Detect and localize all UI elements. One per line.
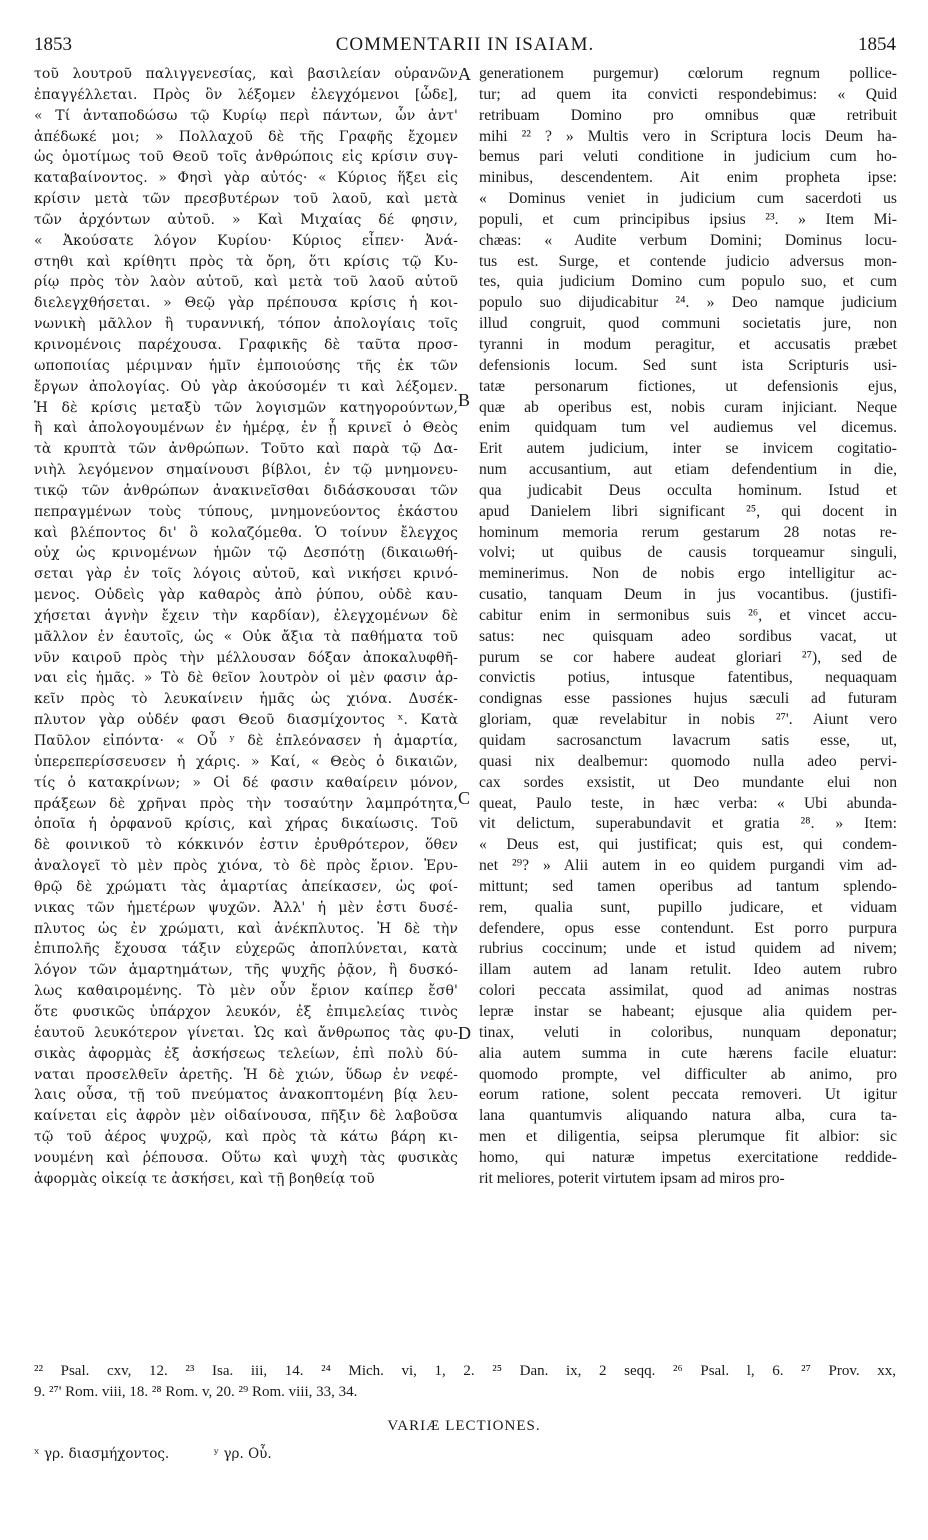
greek-text-line: νῦν καιροῦ πρὸς τὴν μέλλουσαν δόξαν ἀποκαλυφθῆ- [34, 649, 458, 666]
latin-text-line: populo suo dijudicabitur ²⁴. » Deo namque judicium [479, 294, 897, 312]
page-number-right: 1854 [858, 34, 896, 55]
footnote-line: ²² Psal. cxv, 12. ²³ Isa. iii, 14. ²⁴ Mich. vi, 1, 2. ²⁵ Dan. ix, 2 seqq. ²⁶ Psal. l, 6. ²⁷ Prov. xx, [34, 1363, 896, 1379]
latin-text-line: enim quidquam tum vel audiemus vel dicemus. [479, 419, 897, 437]
latin-text-line: illam autem ad lanam retulit. Ideo autem rubro [479, 961, 897, 979]
greek-text-line: ὅτε φυσικῶς ὑπάρχον λευκόν, ἐξ ἐπιμελείας τινὸς [34, 1003, 458, 1020]
greek-text-line: τῶν ἀρχόντων αὐτοῦ. » Καὶ Μιχαίας δέ φησιν, [34, 211, 458, 228]
latin-text-line: condignas esse passiones hujus sæculi ad futuram [479, 690, 897, 708]
latin-text-line: homo, qui naturæ impetus exercitatione reddide- [479, 1148, 897, 1166]
margin-mark-b: B [458, 390, 471, 410]
greek-text-line: ὡς ὁμοτίμως τοῦ Θεοῦ τοῖς ἀνθρώποις εἰς κρίσιν συγ- [34, 149, 458, 166]
latin-text-line: quasi nix dealbemur: quomodo nulla adeo pervi- [479, 752, 897, 770]
greek-text-line: μᾶλλον ἐν ἑαυτοῖς, ὡς « Οὐκ ἄξια τὰ παθήματα τοῦ [34, 628, 458, 645]
greek-text-line: τίς ὁ κατακρίνων; » Οἱ δέ φασιν καθαίρειν μόνον, [34, 774, 458, 791]
greek-text-line: τικῷ τῶν ἀνθρώπων ἀνακινεῖσθαι διδάσκουσαι τῶν [34, 482, 458, 499]
greek-text-line: ἑαυτοῦ λευκότερον γίνεται. Ὡς καὶ ἄνθρωπος τὰς φυ- [34, 1024, 458, 1041]
latin-text-line: quomodo prompte, vel difficulter ab animo, pro [479, 1065, 897, 1083]
latin-text-line: men et diligentia, seipsa plerumque fit albior: sic [479, 1128, 897, 1146]
greek-text-line: ρίῳ πρὸς τὸν λαὸν αὐτοῦ, καὶ μετὰ τοῦ λαοῦ αὐτοῦ [34, 274, 458, 291]
greek-text-line: λαις οὖσα, τῇ τοῦ πνεύματος ἀνακοπτομένη βίᾳ λευ- [34, 1087, 458, 1104]
latin-text-line: tinax, veluti in coloribus, nunquam deponatur; [479, 1023, 897, 1041]
latin-text-line: convictis potius, intusque fatentibus, nequaquam [479, 669, 897, 687]
latin-text-line: rit meliores, poterit virtutem ipsam ad miros pro- [479, 1169, 785, 1187]
margin-mark-c: C [458, 788, 471, 808]
page-header [34, 34, 896, 60]
latin-text-line: chæas: « Audite verbum Domini; Dominus locu- [479, 231, 897, 249]
greek-text-line: πλυτος ὡς ἐν χρώματι, καὶ ἀνέκπλυτος. Ἡ δὲ τὴν [34, 920, 458, 937]
greek-text-line: ἀπέδωκέ μοι; » Πολλαχοῦ δὲ τῆς Γραφῆς ἔχομεν [34, 128, 458, 145]
running-title: COMMENTARII IN ISAIAM. [335, 34, 595, 55]
greek-text-line: τοῦ λουτροῦ παλιγγενεσίας, καὶ βασιλείαν οὐρανῶν [34, 66, 458, 82]
greek-text-line: οὐχ ὡς κρινομένων ἡμῶν τῷ Δεσπότῃ (δικαιωθή- [34, 545, 458, 562]
latin-text-line: lepræ instar se habeant; ejusque alia quidem per- [479, 1002, 897, 1020]
latin-text-line: mittunt; sed tamen operibus ad tantum splendo- [479, 877, 897, 895]
latin-text-line: satus: nec quisquam adeo sordibus vacat, ut [479, 627, 897, 645]
greek-text-line: λόγον τῶν ἁμαρτημάτων, τῆς ψυχῆς ῥᾷον, ἢ δυσκό- [34, 962, 458, 979]
greek-text-line: τὰ κρυπτὰ τῶν ἀνθρώπων. Τοῦτο καὶ παρὰ τῷ Δα- [34, 441, 458, 458]
latin-text-line: tatæ personarum fictiones, ut defensionis ejus, [479, 377, 897, 395]
greek-text-line: στηθι καὶ κρίθητι πρὸς τὰ ὄρη, ὅτι κρίσις τῷ Κυ- [34, 253, 458, 270]
page-number-left: 1853 [34, 34, 72, 55]
latin-text-line: meminerimus. Non de nobis ergo intelligitur ac- [479, 565, 897, 583]
greek-text-line: νιὴλ λεγόμενον σημαίνουσι βίβλοι, ἐν τῷ μνημονευ- [34, 462, 458, 479]
greek-text-line: σεται γὰρ ἐν τοῖς λόγοις αὐτοῦ, καὶ νικήσει κρινό- [34, 566, 458, 583]
latin-text-line: hominum memoria rerum gestarum 28 notas re- [479, 523, 897, 541]
greek-text-line: ἐπαγγέλλεται. Πρὸς ὃν λέξομεν ἐλεγχόμενοι [ὧδε], [34, 86, 458, 103]
margin-mark-a: A [458, 64, 471, 84]
greek-text-line: κεῖν πρὸς τὸ λευκαίνειν ἡμᾶς ὡς χιόνα. Δυσέκ- [34, 691, 458, 708]
latin-text-line: bemus pari veluti conditione in judicium cum ho- [479, 148, 897, 166]
greek-text-line: διελεγχθήσεται. » Θεῷ γὰρ πρέπουσα κρίσις ἡ κοι- [34, 295, 458, 312]
variant-note: ʸ γρ. Οὗ. [213, 1446, 272, 1462]
latin-text-line: rem, qualia sunt, pupillo judicare, et viduam [479, 898, 897, 916]
latin-text-line: retribuam Domino pro omnibus quæ retribuit [479, 106, 897, 124]
latin-text-line: eorum ratione, solent peccata removeri. Ut igitur [479, 1086, 897, 1104]
margin-mark-d: D [458, 1023, 471, 1043]
greek-text-line: νωνικὴ μᾶλλον ἢ τυραννική, τόπον ἀπολογίαις τοῖς [34, 316, 458, 333]
latin-text-line: mihi ²² ? » Multis vero in Scriptura locis Deum ha- [479, 127, 897, 145]
latin-text-line: vit delictum, superabundavit et gratia ²⁸. » Item: [479, 815, 897, 833]
greek-text-line: καίνεται εἰς ἀφρὸν μὲν οἰδαίνουσα, πῆξιν δὲ λαβοῦσα [34, 1108, 458, 1125]
greek-text-line: ναται προσελθεῖν ἀρετῆς. Ἡ δὲ χιών, ὕδωρ ἐν νεφέ- [34, 1066, 458, 1083]
latin-text-line: tus est. Surge, et contende judicio adversus mon- [479, 252, 897, 270]
latin-text-line: purum se cor habere audeat gloriari ²⁷), sed de [479, 648, 897, 666]
latin-text-line: qua judicabit Deus occulta hominum. Istud et [479, 481, 897, 499]
latin-text-line: colori peccata assimilat, quod ad animas nostras [479, 982, 897, 1000]
greek-text-line: ὁποῖα ἡ ὀρφανοῦ κρίσις, καὶ χήρας δικαίωσις. Τοῦ [34, 816, 458, 833]
greek-text-line: πεπραγμένων τοὺς τύπους, μνημονεύοντος ἑκάστου [34, 503, 458, 520]
greek-text-line: ἢ καὶ ἀπολογουμένων ἐν ἡμέρᾳ, ἐν ᾗ κρινεῖ ὁ Θεὸς [34, 420, 458, 437]
footnotes [34, 1361, 896, 1403]
latin-text-line: « Deus est, qui justificat; quis est, qui condem- [479, 836, 897, 854]
latin-text-line: queat, Paulo teste, in hæc verba: « Ubi abunda- [479, 794, 897, 812]
greek-text-line: « Ἀκούσατε λόγον Κυρίου· Κύριος εἶπεν· Ἀνά- [34, 232, 458, 249]
greek-text-line: ἐπιπολῆς ἔχουσα τάξιν εὐχερῶς ἀποπλύνεται, κατὰ [34, 941, 458, 958]
greek-text-line: λως καθαιρομένης. Τὸ μὲν οὖν ἔριον καίπερ ἔσθ' [34, 983, 458, 1000]
variant-note: ˣ γρ. διασμήχοντος. [34, 1446, 170, 1462]
latin-text-line: cabitur enim in sermonibus suis ²⁶, et vincet accu- [479, 606, 897, 624]
greek-text-line: καὶ βλέποντος δι' ὃ κολαζόμεθα. Ὁ τοίνυν ἔλεγχος [34, 524, 458, 541]
greek-text-line: μενος. Οὐδεὶς γὰρ καθαρὸς ἀπὸ ῥύπου, οὐδὲ καυ- [34, 587, 458, 604]
latin-text-line: tur; ad quem ita convicti respondebimus: « Quid [479, 85, 897, 103]
latin-text-line: cusatio, tanquam Deum in jus vocantibus. (justifi- [479, 586, 897, 604]
greek-text-line: κρινομένοις παρέχουσα. Γραφικῆς δὲ ταῦτα προσ- [34, 336, 458, 353]
greek-text-line: καταβαίνοντος. » Φησὶ γὰρ αὐτός· « Κύριος ἥξει εἰς [34, 170, 458, 187]
greek-text-line: νουμένη καὶ ῥέπουσα. Οὕτω καὶ ψυχὴ τὰς φυσικὰς [34, 1149, 458, 1166]
footnote-line: 9. ²⁷' Rom. viii, 18. ²⁸ Rom. v, 20. ²⁹ Rom. viii, 33, 34. [34, 1384, 358, 1400]
latin-text-line: cax sordes exsistit, ut Deo mundante elui non [479, 773, 897, 791]
variae-lectiones [34, 1446, 896, 1462]
greek-text-line: Ἡ δὲ κρίσις μεταξὺ τῶν λογισμῶν κατηγορούντων, [34, 399, 458, 416]
greek-text-line: κρίσιν μετὰ τῶν πρεσβυτέρων τοῦ λαοῦ, καὶ μετὰ [34, 191, 458, 208]
latin-text-line: generationem purgemur) cœlorum regnum pollice- [479, 65, 897, 82]
latin-text-line: quæ ab operibus est, nobis curam injiciant. Neque [479, 398, 897, 416]
variae-lectiones-title: VARIÆ LECTIONES. [387, 1418, 541, 1434]
greek-text-line: πράξεων δὲ χρῆναι πρὸς τὴν τοσαύτην λαμπρότητα, [34, 795, 458, 812]
latin-text-line: Erit autem judicium, inter se invicem cogitatio- [479, 440, 897, 458]
latin-text-line: rubrius coccinum; unde et istud quidem ad nivem; [479, 940, 897, 958]
latin-text-line: « Dominus veniet in judicium cum sacerdoti us [479, 190, 897, 208]
greek-column [34, 64, 458, 1190]
greek-text-line: θρῷ δὲ χρώματι τὰς ἁμαρτίας ἀπείκασεν, ὡς φοί- [34, 878, 458, 895]
greek-text-line: ωποποιίας μέριμναν ἡμῖν ἐμποιούσης τῆς ἐκ τῶν [34, 357, 458, 374]
latin-text-line: defendere, opus esse contendunt. Est porro purpura [479, 919, 897, 937]
greek-text-line: Παῦλον εἰπόντα· « Οὗ ʸ δὲ ἐπλεόνασεν ἡ ἁμαρτία, [34, 733, 458, 749]
greek-text-line: πλυτον γὰρ οὐδέν φασι Θεοῦ διασμίχοντος ˣ. Κατὰ [34, 712, 458, 729]
greek-text-line: τῷ τοῦ ἀέρος ψυχρῷ, καὶ πρὸς τὰ κάτω βάρη κι- [34, 1129, 458, 1146]
greek-text-line: χήσεται ἁγνὴν ἔχειν τὴν καρδίαν), ἐλεγχομένων δὲ [34, 607, 458, 624]
latin-column [479, 64, 897, 1190]
greek-text-line: σικὰς ἀφορμὰς ἐξ ἀσκήσεως τελείων, ἐπὶ πολὺ δύ- [34, 1045, 458, 1062]
latin-text-line: minibus, descendentem. Ait enim propheta ipse: [479, 169, 897, 187]
latin-text-line: defensionis locum. Sed sunt ista Scripturis usi- [479, 356, 897, 374]
greek-text-line: δὲ φοινικοῦ τὸ κόκκινόν ἐστιν ἐρυθρότερον, ὅθεν [34, 837, 458, 854]
greek-text-line: « Τί ἀνταποδώσω τῷ Κυρίῳ περὶ πάντων, ὧν ἀντ' [34, 107, 458, 124]
greek-text-line: ναι εἰς ἡμᾶς. » Τὸ δὲ θεῖον λουτρὸν οἱ μὲν φασιν ἀρ- [34, 670, 458, 687]
latin-text-line: populi, et cum principibus ipsius ²³. » Item Mi- [479, 210, 897, 228]
latin-text-line: net ²⁹? » Alii autem in eo quidem purgandi vim ad- [479, 857, 897, 875]
latin-text-line: quidam sacrosanctum lavacrum satis esse, ut, [479, 732, 897, 749]
greek-text-line: νικας τῶν ἡμετέρων ψυχῶν. Ἀλλ' ἡ μὲν ἐστι δυσέ- [34, 899, 458, 916]
latin-text-line: alia autem summa in cute hærens facile eluatur: [479, 1044, 897, 1062]
latin-text-line: illud congruit, quod communi societatis jure, non [479, 315, 897, 333]
latin-text-line: gloriam, quæ revelabitur in nobis ²⁷'. Aiunt vero [479, 711, 897, 729]
latin-text-line: apud Danielem libri significant ²⁵, qui docent in [479, 502, 897, 520]
greek-text-line: ἀφορμὰς οἰκείᾳ τε ἀσκήσει, καὶ τῇ βοηθείᾳ τοῦ [34, 1170, 375, 1187]
latin-text-line: lana quantumvis aliquando natura alba, cura ta- [479, 1107, 897, 1125]
greek-text-line: ἀναλογεῖ τὸ μὲν πρὸς χιόνα, τὸ δὲ πρὸς ἔριον. Ἐρυ- [34, 858, 458, 875]
latin-text-line: volvi; ut quibus de causis torqueamur singuli, [479, 544, 897, 562]
latin-text-line: tyranni in modum peragitur, et accusatis præbet [479, 335, 897, 353]
greek-text-line: ἔργων ἀπολογίας. Οὐ γὰρ ἀκούσομέν τι καὶ λέξομεν. [34, 378, 458, 395]
latin-text-line: tes, quia judicium Domino cum populo suo, et cum [479, 273, 897, 291]
latin-text-line: num accusantium, aut etiam defendentium in die, [479, 461, 897, 479]
greek-text-line: ὑπερεπερίσσευσεν ἡ χάρις. » Καί, « Θεὸς ὁ δικαιῶν, [34, 753, 458, 770]
